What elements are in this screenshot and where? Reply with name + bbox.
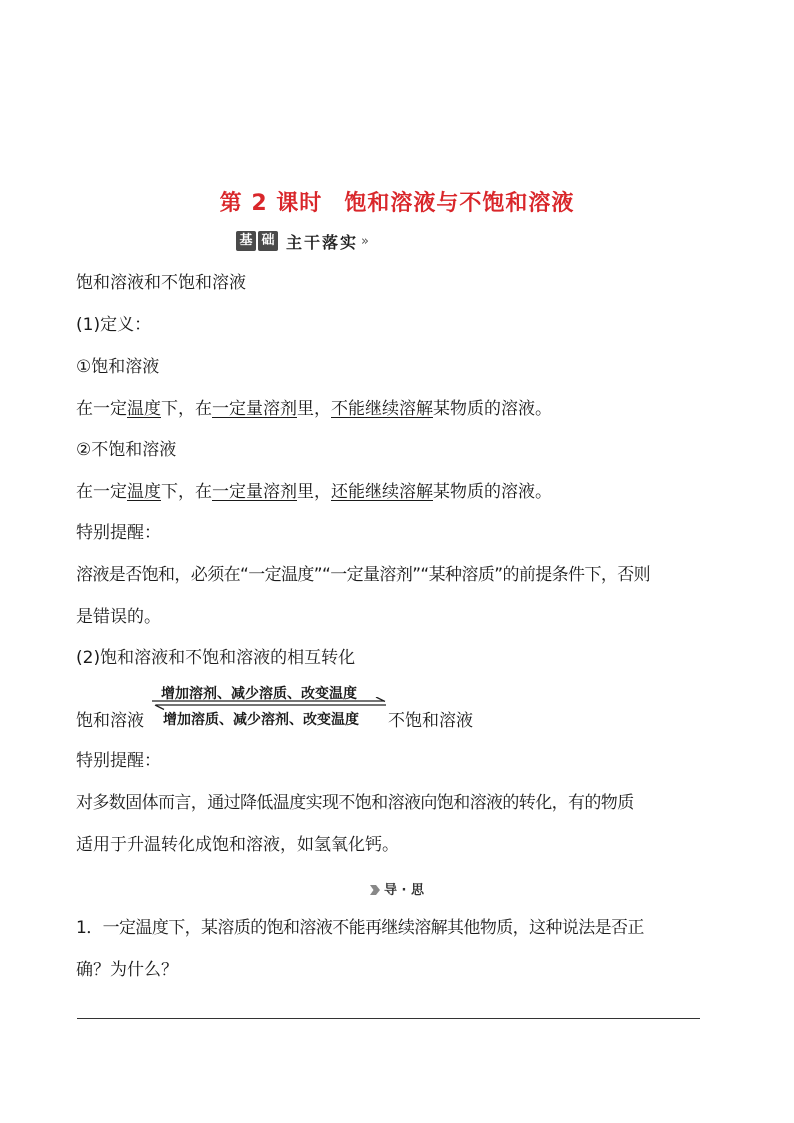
- tip-text: 是错误的。: [76, 607, 161, 627]
- tip-text: 对多数固体而言，通过降低温度实现不饱和溶液向饱和溶液的转化，有的物质: [76, 793, 634, 813]
- tip-label: 特别提醒：: [76, 751, 161, 771]
- section-banner: [236, 229, 369, 253]
- definition-label: (1)定义：: [76, 315, 152, 335]
- saturated-definition: [76, 397, 552, 421]
- underlined-answer: 温度: [127, 482, 161, 502]
- lesson-number: 第 2 课时: [219, 191, 323, 216]
- text-fragment: 下，在: [161, 399, 212, 419]
- underlined-answer: 一定量溶剂: [212, 399, 297, 419]
- underlined-answer: 温度: [127, 399, 161, 419]
- guide-marker-icon: [370, 885, 380, 895]
- text-fragment: 在一定: [76, 482, 127, 502]
- banner-arrows-icon: »: [361, 233, 369, 249]
- conversion-heading: (2)饱和溶液和不饱和溶液的相互转化: [76, 648, 356, 668]
- unsaturated-definition: [76, 480, 552, 504]
- conversion-left: 饱和溶液: [76, 711, 144, 731]
- underlined-answer: 不能继续溶解: [331, 399, 433, 419]
- text-fragment: 某物质的溶液。: [433, 399, 552, 419]
- conversion-bottom-label: 增加溶质、减少溶剂、改变温度: [163, 712, 359, 728]
- tip-text: 适用于升温转化成饱和溶液，如氢氧化钙。: [76, 835, 399, 855]
- saturated-label: ①饱和溶液: [76, 357, 160, 377]
- unsaturated-label: ②不饱和溶液: [76, 440, 177, 460]
- tip-text: 溶液是否饱和，必须在“一定温度”“一定量溶剂”“某种溶质”的前提条件下，否则: [76, 565, 651, 585]
- page-title: [0, 186, 794, 217]
- banner-badge-2: 础: [258, 231, 278, 251]
- underlined-answer: 一定量溶剂: [212, 482, 297, 502]
- topic-heading: 饱和溶液和不饱和溶液: [76, 273, 246, 293]
- text-fragment: 里，: [297, 482, 331, 502]
- guide-label: 导 · 思: [384, 883, 424, 898]
- guide-heading: [0, 879, 794, 898]
- text-fragment: 里，: [297, 399, 331, 419]
- banner-label: 主干落实: [286, 232, 359, 252]
- conversion-top-label: 增加溶剂、减少溶质、改变温度: [161, 686, 357, 702]
- question-text: 1．一定温度下，某溶质的饱和溶液不能再继续溶解其他物质，这种说法是否正: [76, 918, 644, 938]
- text-fragment: 某物质的溶液。: [433, 482, 552, 502]
- text-fragment: 在一定: [76, 399, 127, 419]
- underlined-answer: 还能继续溶解: [331, 482, 433, 502]
- question-text: 确？为什么？: [76, 960, 178, 980]
- lesson-topic: 饱和溶液与不饱和溶液: [344, 191, 575, 216]
- answer-line[interactable]: [77, 1018, 700, 1019]
- tip-label: 特别提醒：: [76, 523, 161, 543]
- text-fragment: 下，在: [161, 482, 212, 502]
- conversion-right: 不饱和溶液: [388, 711, 473, 731]
- banner-badge-1: 基: [236, 231, 256, 251]
